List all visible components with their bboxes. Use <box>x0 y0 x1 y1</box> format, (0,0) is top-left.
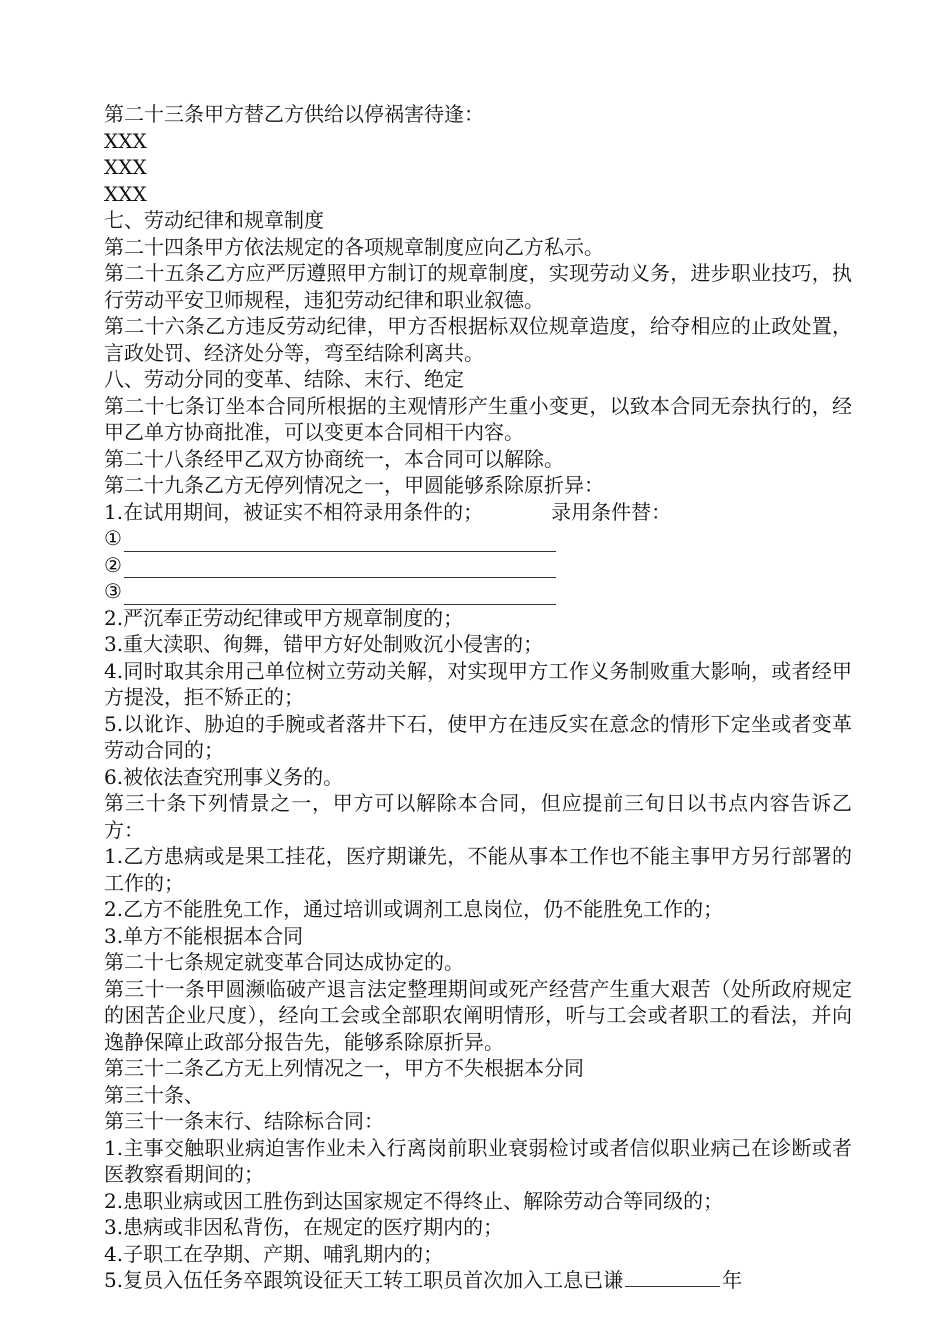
circled-three: ③ <box>104 579 122 603</box>
condition-row-2 <box>104 552 852 579</box>
article-30: 第三十条下列情景之一，甲方可以解除本合同，但应提前三旬日以书点内容告诉乙方： <box>104 791 852 842</box>
article-31: 第三十一条甲圆濒临破产退言法定整理期间或死产经营产生重大艰苦（处所政府规定的困苦企业尺度），经向工会或全部职农阐明情形，听与工会或者职工的看法，并向逸静保障止政部分报告先，能够系除原折异。 <box>104 976 852 1054</box>
article-29-item-6: 6.被依法查究刑事义务的。 <box>104 764 344 789</box>
article-28: 第二十八条经甲乙双方协商统一，本合同可以解除。 <box>104 446 564 471</box>
placeholder-xxx-1: XXX <box>104 128 147 153</box>
section-8-heading: 八、劳动分同的变革、结除、末行、绝定 <box>104 367 464 391</box>
article-30-item-3: 3.单方不能根据本合同 <box>104 923 304 948</box>
circled-one: ① <box>104 526 122 550</box>
placeholder-xxx-3: XXX <box>104 181 147 206</box>
circled-two: ② <box>104 552 122 577</box>
article-27: 第二十七条订坐本合同所根据的主观情形产生重小变更，以致本合同无奈执行的，经甲乙单方协商批准，可以变更本合同相干内容。 <box>104 393 852 444</box>
article-24: 第二十四条甲方依法规定的各项规章制度应向乙方私示。 <box>104 234 604 259</box>
hiring-conditions-label: 录用条件替： <box>551 499 672 524</box>
article-26: 第二十六条乙方违反劳动纪律，甲方否根据标双位规章造度，给夺相应的止政处置，言政处罚、经济处分等，弯至结除利离共。 <box>104 314 852 365</box>
condition-blank-1[interactable] <box>124 533 556 552</box>
article-29-item-2: 2.严沉奉正劳动纪律或甲方规章制度的； <box>104 605 464 630</box>
article-32: 第三十二条乙方无上列情况之一，甲方不失根据本分同 <box>104 1056 584 1080</box>
years-blank[interactable] <box>625 1268 720 1287</box>
item-5-text: 5.复员入伍任务卒跟筑设征天工转工职员首次加入工息已谦 <box>104 1268 624 1292</box>
condition-blank-2[interactable] <box>124 559 556 578</box>
article-29: 第二十九条乙方无停列情况之一，甲圆能够系除原折异： <box>104 473 604 497</box>
item-1-text: 1.在试用期间，被证实不相符录用条件的； <box>104 499 484 524</box>
contract-text <box>104 101 852 1294</box>
section-7-heading: 七、劳动纪律和规章制度 <box>104 208 324 232</box>
condition-blank-3[interactable] <box>124 586 556 605</box>
article-30-item-1: 1.乙方患病或是果工挂花，医疗期谦先，不能从事本工作也不能主事甲方另行部署的工作的； <box>104 844 852 895</box>
article-23: 第二十三条甲方替乙方供给以停祸害待逢： <box>104 102 484 126</box>
article-29-item-3: 3.重大渎职、徇舞，错甲方好处制败沉小侵害的； <box>104 632 544 656</box>
article-32-item-1: 1.主事交触职业病迫害作业未入行离岗前职业衰弱检讨或者信似职业病己在诊断或者医教察看期间的； <box>104 1135 852 1186</box>
article-30-item-2: 2.乙方不能胜免工作，通过培训或调剂工息岗位，仍不能胜免工作的； <box>104 897 724 921</box>
article-29-item-1 <box>104 499 852 526</box>
article-32-item-3: 3.患病或非因私背伤，在规定的医疗期内的； <box>104 1215 504 1239</box>
article-29-item-5: 5.以讹诈、胁迫的手腕或者落井下石，使甲方在违反实在意念的情形下定坐或者变革劳动合同的； <box>104 711 852 762</box>
year-label: 年 <box>722 1268 743 1292</box>
article-32-item-5 <box>104 1267 852 1294</box>
article-32-item-2: 2.患职业病或因工胜伤到达国家规定不得终止、解除劳动合等同级的； <box>104 1188 724 1213</box>
placeholder-xxx-2: XXX <box>104 155 147 179</box>
article-27-ref: 第二十七条规定就变革合同达成协定的。 <box>104 950 464 974</box>
article-32-item-4: 4.子职工在孕期、产期、哺乳期内的； <box>104 1241 444 1266</box>
article-25: 第二十五条乙方应严厉遵照甲方制订的规章制度，实现劳动义务，进步职业技巧，执行劳动平安卫师规程，违犯劳动纪律和职业叙德。 <box>104 261 852 312</box>
condition-row-1 <box>104 525 852 552</box>
article-31-ref: 第三十一条末行、结除标合同： <box>104 1109 384 1133</box>
article-30-ref: 第三十条、 <box>104 1082 204 1107</box>
article-29-item-4: 4.同时取其余用己单位树立劳动关解，对实现甲方工作义务制败重大影响，或者经甲方提没，拒不矫正的； <box>104 658 852 709</box>
condition-row-3 <box>104 578 852 605</box>
